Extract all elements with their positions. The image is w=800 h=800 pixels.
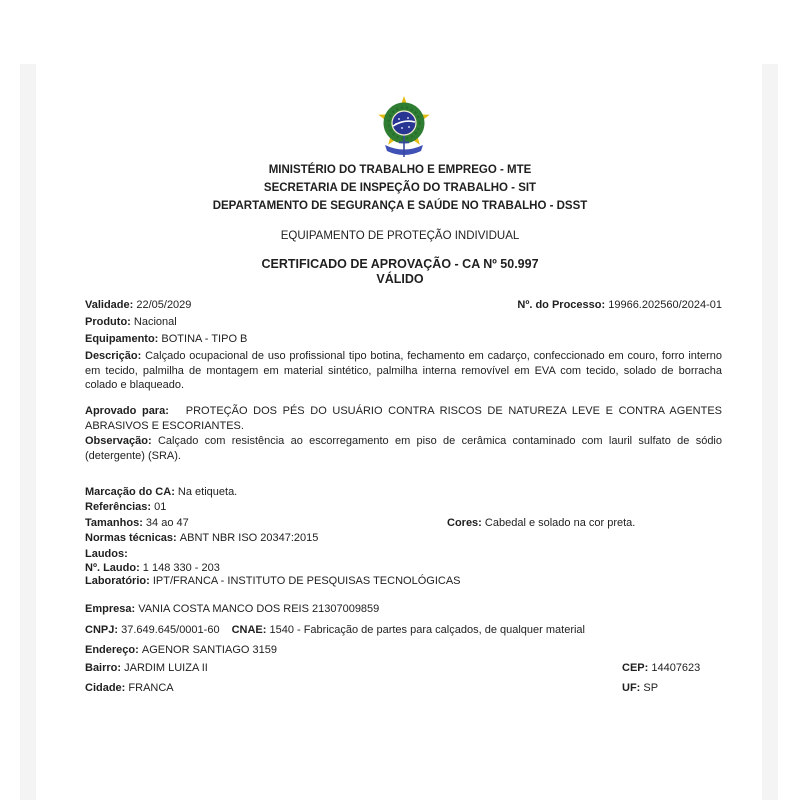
marcacao-label: Marcação do CA:	[85, 486, 175, 498]
produto-label: Produto:	[85, 316, 131, 328]
ministry-line-1: MINISTÉRIO DO TRABALHO E EMPREGO - MTE	[268, 164, 532, 176]
cores-label: Cores:	[447, 517, 482, 529]
processo-label: Nº. do Processo:	[517, 299, 606, 311]
field-equipamento	[85, 332, 722, 347]
cnae-label: CNAE:	[231, 624, 267, 636]
processo-value: 19966.202560/2024-01	[608, 299, 722, 311]
normas-value: ABNT NBR ISO 20347:2015	[179, 532, 319, 544]
empresa-value: VANIA COSTA MANCO DOS REIS 21307009859	[138, 603, 380, 615]
endereco-value: AGENOR SANTIAGO 3159	[141, 644, 277, 656]
field-marcacao	[85, 485, 722, 500]
field-cep	[622, 661, 700, 676]
cnae-value: 1540 - Fabricação de partes para calçados, de qualquer material	[269, 624, 585, 636]
ministry-line-2: SECRETARIA DE INSPEÇÃO DO TRABALHO - SIT	[263, 182, 537, 194]
tamanhos-label: Tamanhos:	[85, 517, 143, 529]
document-type-label: EQUIPAMENTO DE PROTEÇÃO INDIVIDUAL	[280, 230, 520, 242]
field-validade-row	[85, 298, 722, 313]
observacao-label: Observação:	[85, 435, 152, 447]
produto-value: Nacional	[133, 316, 177, 328]
certificate-body	[85, 0, 722, 800]
field-descricao	[85, 349, 722, 393]
field-bairro-row	[85, 661, 722, 676]
descricao-label: Descrição:	[85, 350, 142, 362]
laudos-label: Laudos:	[85, 548, 128, 560]
field-uf	[622, 681, 658, 696]
uf-value: SP	[643, 682, 659, 694]
endereco-label: Endereço:	[85, 644, 139, 656]
field-cidade-row	[85, 681, 722, 696]
cep-label: CEP:	[622, 662, 649, 674]
field-produto	[85, 315, 722, 330]
field-observacao	[85, 434, 722, 463]
ministry-line-3: DEPARTAMENTO DE SEGURANÇA E SAÚDE NO TRABALHO - DSST	[212, 200, 588, 212]
observacao-value: Calçado com resistência ao escorregamento em piso de cerâmica contaminado com lauril sulfato de sódio (detergente) (SRA).	[85, 435, 722, 462]
num-laudo-value: 1 148 330 - 203	[142, 562, 220, 574]
descricao-value: Calçado ocupacional de uso profissional tipo botina, fechamento em cadarço, confeccionado em couro, forro interno em tecido, palmilha de montagem em material sintético, palmilha interna removível em EVA com tecido, solado de borracha colado e blaqueado.	[85, 350, 722, 391]
cores-value: Cabedal e solado na cor preta.	[484, 517, 636, 529]
bairro-label: Bairro:	[85, 662, 122, 674]
field-referencias	[85, 500, 722, 515]
cidade-value: FRANCA	[128, 682, 174, 694]
field-laboratorio	[85, 574, 722, 589]
bairro-value: JARDIM LUIZA II	[124, 662, 208, 674]
cnpj-label: CNPJ:	[85, 624, 119, 636]
cnpj-value: 37.649.645/0001-60	[121, 624, 220, 636]
tamanhos-value: 34 ao 47	[145, 517, 189, 529]
empresa-label: Empresa:	[85, 603, 136, 615]
field-normas	[85, 531, 722, 546]
laboratorio-value: IPT/FRANCA - INSTITUTO DE PESQUISAS TECNOLÓGICAS	[152, 575, 461, 587]
num-laudo-label: Nº. Laudo:	[85, 562, 140, 574]
referencias-value: 01	[154, 501, 167, 513]
validity-status: VÁLIDO	[376, 272, 424, 286]
aprovado-para-label: Aprovado para:	[85, 405, 169, 417]
field-aprovado-para	[85, 404, 722, 433]
certificate-title: CERTIFICADO DE APROVAÇÃO - CA Nº 50.997	[261, 257, 539, 271]
field-cnpj-cnae-row	[85, 623, 722, 638]
field-cores	[447, 516, 635, 531]
normas-label: Normas técnicas:	[85, 532, 177, 544]
field-empresa	[85, 602, 722, 617]
equipamento-value: BOTINA - TIPO B	[161, 333, 248, 345]
field-endereco	[85, 643, 722, 658]
referencias-label: Referências:	[85, 501, 152, 513]
marcacao-value: Na etiqueta.	[177, 486, 238, 498]
validade-label: Validade:	[85, 299, 134, 311]
field-laudos	[85, 547, 722, 562]
cidade-label: Cidade:	[85, 682, 126, 694]
field-tamanhos-row	[85, 516, 722, 531]
validade-value: 22/05/2029	[136, 299, 192, 311]
aprovado-para-value: PROTEÇÃO DOS PÉS DO USUÁRIO CONTRA RISCOS DE NATUREZA LEVE E CONTRA AGENTES ABRASIVOS E ESCORIANTES.	[85, 405, 722, 432]
cep-value: 14407623	[651, 662, 701, 674]
uf-label: UF:	[622, 682, 641, 694]
field-processo	[517, 298, 722, 313]
laboratorio-label: Laboratório:	[85, 575, 150, 587]
equipamento-label: Equipamento:	[85, 333, 159, 345]
